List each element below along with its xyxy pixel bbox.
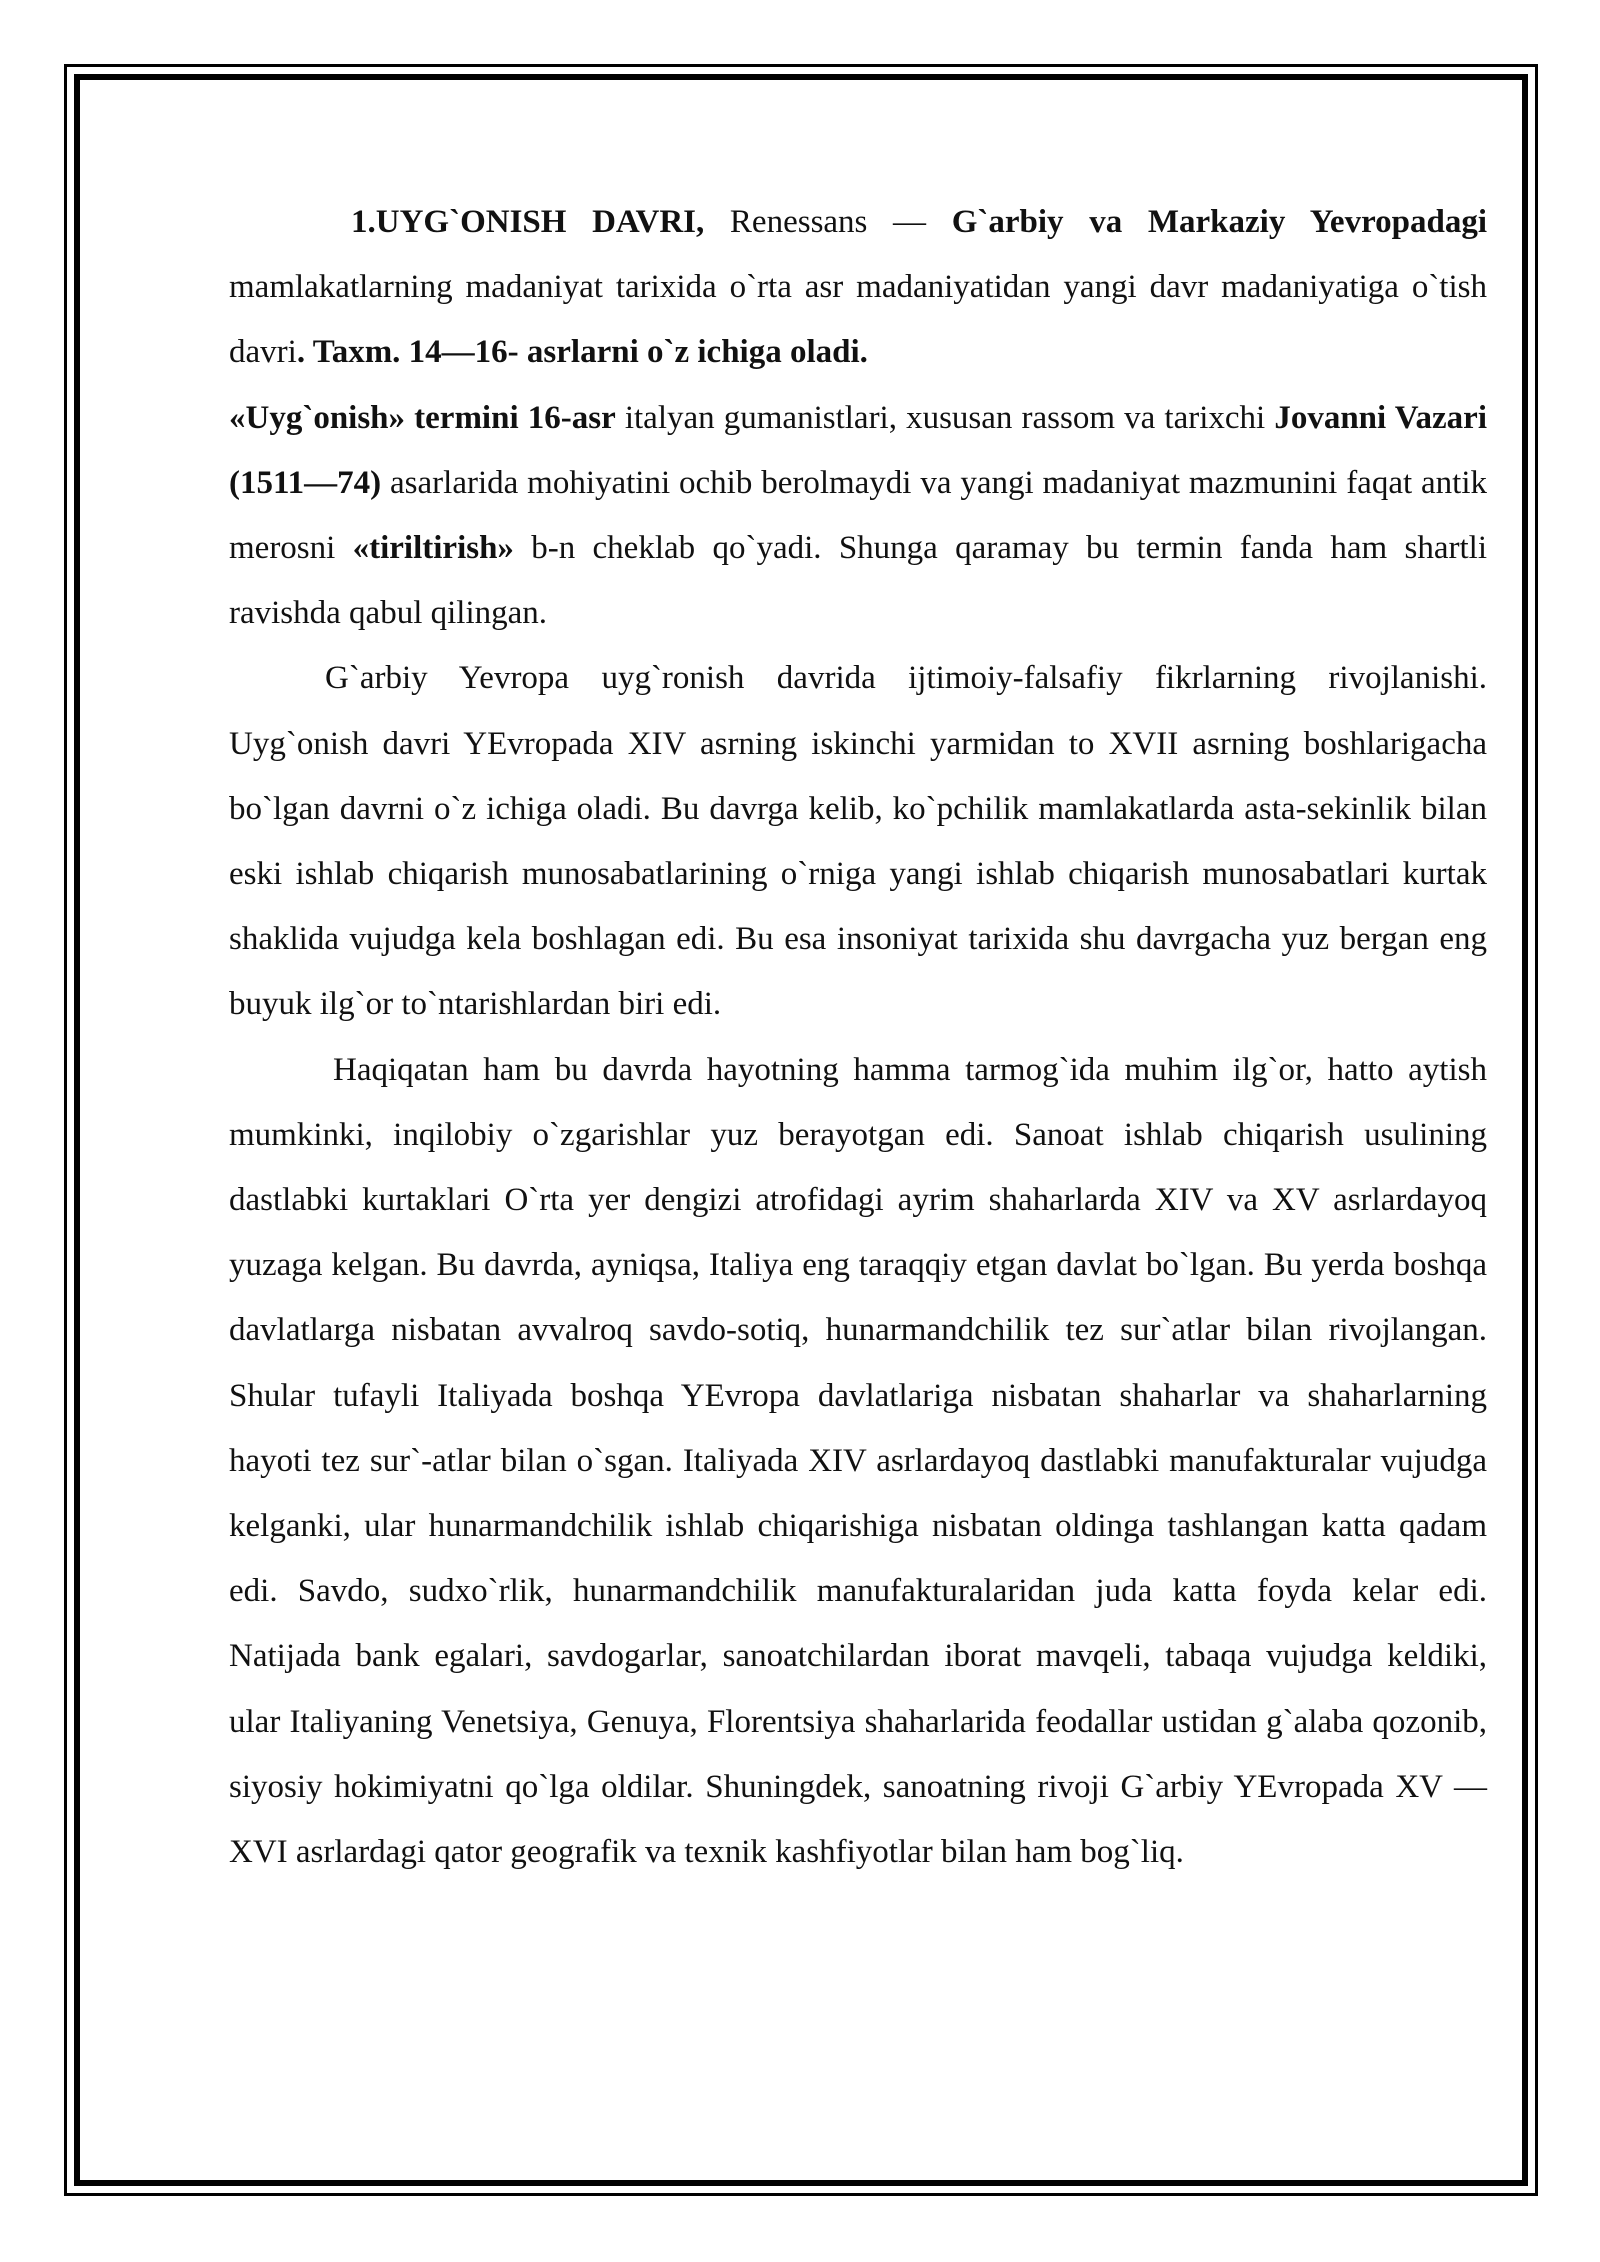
text-run: mamlakatlarning madaniyat tarixida o`rta asr madaniyatidan yangi davr madaniyatiga o`tish davri [229, 269, 1487, 371]
paragraph-4: Haqiqatan ham bu davrda hayotning hamma tarmog`ida muhim ilg`or, hatto aytish mumkinki, inqilobiy o`zgarishlar yuz berayotgan edi. Sanoat ishlab chiqarish usulining dastlabki kurtaklari O`rta yer dengizi atrofidagi ayrim shaharlarda XIV va XV asrlardayoq yuzaga kelgan. Bu davrda, ayniqsa, Italiya eng taraqqiy etgan davlat bo`lgan. Bu yerda boshqa davlatlarga nisbatan avvalroq savdo-sotiq, hunarmandchilik tez sur`atlar bilan rivojlangan. Shular tufayli Italiyada boshqa YEvropa davlatlariga nisbatan shaharlar va shaharlarning hayoti tez sur`-atlar bilan o`sgan. Italiyada XIV asrlardayoq dastlabki manufakturalar vujudga kelganki, ular hunarmandchilik ishlab chiqarishiga nisbatan oldinga tashlangan katta qadam edi. Savdo, sudxo`rlik, hunarmandchilik manufakturalaridan juda katta foyda kelar edi. Natijada bank egalari, savdogarlar, sanoatchilardan iborat mavqeli, tabaqa vujudga keldiki, ular Italiyaning Venetsiya, Genuya, Florentsiya shaharlarida feodallar ustidan g`alaba qozonib, siyosiy hokimiyatni qo`lga oldilar. Shuningdek, sanoatning rivoji G`arbiy YEvropada XV —XVI asrlardagi qator geografik va texnik kashfiyotlar bilan ham bog`liq. [229, 1051, 1487, 1871]
bold-run: «Uyg`onish» termini 16-asr [229, 399, 616, 436]
section-heading: 1.UYG`ONISH DAVRI, [351, 204, 705, 240]
text-run: Renessans — [704, 204, 952, 240]
paragraph-1 [229, 190, 1487, 386]
bold-run: . Taxm. 14—16- asrlarni o`z ichiga oladi. [296, 334, 868, 371]
bold-run: «tiriltirish» [352, 530, 514, 567]
bold-run: Jovanni Vazari (1511—74) [229, 399, 1487, 501]
document-body [229, 190, 1487, 1885]
text-run: b-n cheklab qo`yadi. Shunga qaramay bu termin fanda ham shartli ravishda qabul qilingan. [229, 530, 1487, 632]
text-run: italyan gumanistlari, xususan rassom va tarixchi [615, 399, 1275, 436]
paragraph-3: G`arbiy Yevropa uyg`ronish davrida ijtimoiy-falsafiy fikrlarning rivojlanishi. Uyg`onish davri YEvropada XIV asrning iskinchi yarmidan to XVII asrning boshlarigacha bo`lgan davrni o`z ichiga oladi. Bu davrga kelib, ko`pchilik mamlakatlarda asta-sekinlik bilan eski ishlab chiqarish munosabatlarining o`rniga yangi ishlab chiqarish munosabatlari kurtak shaklida vujudga kela boshlagan edi. Bu esa insoniyat tarixida shu davrgacha yuz bergan eng buyuk ilg`or to`ntarishlardan biri edi. [229, 660, 1487, 1023]
text-run: asarlarida mohiyatini ochib berolmaydi va yangi madaniyat mazmunini faqat antik merosni [229, 464, 1487, 567]
bold-run: G`arbiy va Markaziy Yevropadagi [951, 204, 1487, 240]
paragraph-2 [229, 386, 1487, 647]
